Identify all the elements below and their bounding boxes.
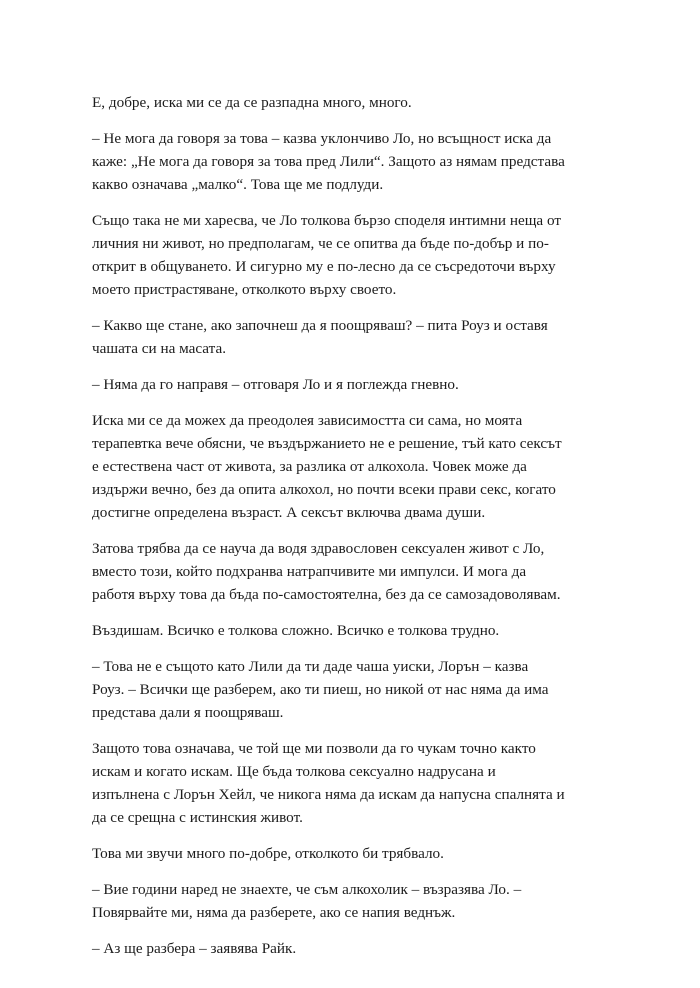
paragraph [92,127,612,196]
paragraph [92,91,612,114]
paragraph [92,537,612,606]
text-line: Повярвайте ми, няма да разберете, ако се напия веднъж. [92,904,456,921]
paragraph [92,937,612,960]
text-line: Защото това означава, че той ще ми позволи да го чукам точно както [92,740,536,757]
paragraph [92,373,612,396]
text-line: е естествена част от живота, за разлика от алкохола. Човек може да [92,458,527,475]
paragraph [92,655,612,724]
body-text [92,91,612,973]
text-line: – Не мога да говоря за това – казва уклончиво Ло, но всъщност иска да [92,130,552,147]
text-line: чашата си на масата. [92,340,226,357]
paragraph [92,842,612,865]
text-line: издържи вечно, без да опита алкохол, но почти всеки прави секс, когато [92,481,556,498]
text-line: вместо този, който подхранва натрапчивите ми импулси. И мога да [92,563,527,580]
text-line: моето пристрастяване, отколкото върху своето. [92,281,397,298]
paragraph [92,409,612,524]
text-line: Това ми звучи много по-добре, отколкото би трябвало. [92,845,444,862]
text-line: открит в общуването. И сигурно му е по-лесно да се съсредоточи върху [92,258,556,275]
text-line: изпълнена с Лорън Хейл, че никога няма да искам да напусна спалнята и [92,786,565,803]
paragraph [92,619,612,642]
text-line: Също така не ми харесва, че Ло толкова бързо споделя интимни неща от [92,212,561,229]
text-line: Иска ми се да можех да преодолея зависимостта си сама, но моята [92,412,523,429]
text-line: достигне определена възраст. А сексът включва двама души. [92,504,486,521]
text-line: личния ни живот, но предполагам, че се опитва да бъде по-добър и по- [92,235,549,252]
text-line: каже: „Не мога да говоря за това пред Лили“. Защото аз нямам представа [92,153,565,170]
text-line: представа дали я поощряваш. [92,704,284,721]
text-line: Роуз. – Всички ще разберем, ако ти пиеш, но никой от нас няма да има [92,681,549,698]
text-line: – Вие години наред не знаехте, че съм алкохолик – възразява Ло. – [92,881,522,898]
text-line: Е, добре, иска ми се да се разпадна много, много. [92,94,412,111]
text-line: – Какво ще стане, ако започнеш да я поощряваш? – пита Роуз и оставя [92,317,548,334]
text-line: – Това не е същото като Лили да ти даде чаша уиски, Лорън – казва [92,658,529,675]
paragraph [92,737,612,829]
text-line: Въздишам. Всичко е толкова сложно. Всичко е толкова трудно. [92,622,500,639]
text-line: да се срещна с истинския живот. [92,809,303,826]
text-line: – Няма да го направя – отговаря Ло и я поглежда гневно. [92,376,459,393]
text-line: искам и когато искам. Ще бъда толкова сексуално надрусана и [92,763,496,780]
text-line: Затова трябва да се науча да водя здравословен сексуален живот с Ло, [92,540,545,557]
text-line: работя върху това да бъда по-самостоятелна, без да се самозадоволявам. [92,586,561,603]
text-line: какво означава „малко“. Това ще ме подлуди. [92,176,384,193]
text-line: – Аз ще разбера – заявява Райк. [92,940,297,957]
paragraph [92,314,612,360]
text-line: терапевтка вече обясни, че въздържанието не е решение, тъй като сексът [92,435,562,452]
paragraph [92,209,612,301]
paragraph [92,878,612,924]
